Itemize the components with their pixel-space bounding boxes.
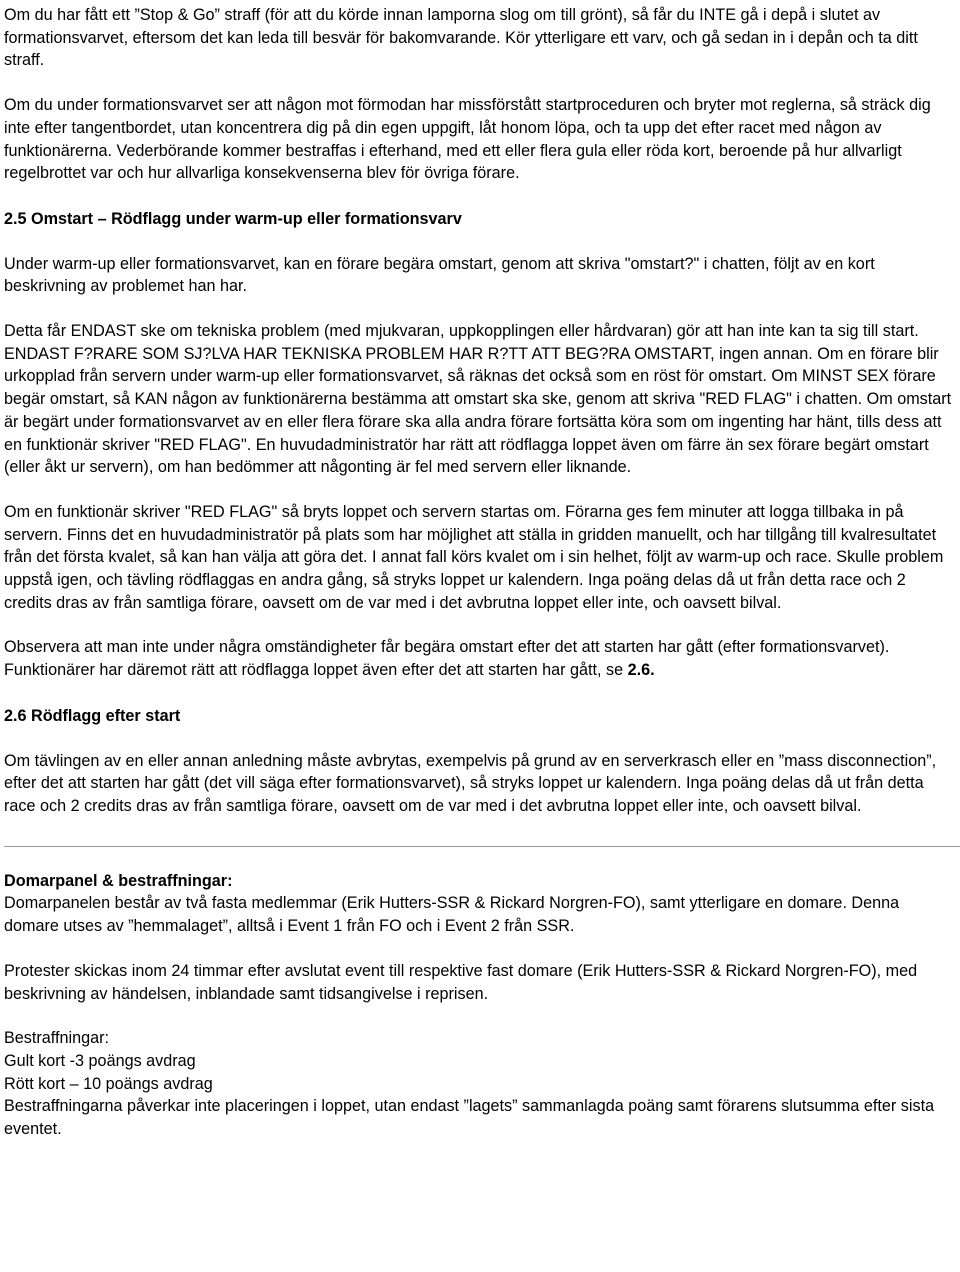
section-reference-2-6: 2.6. [627,661,655,680]
horizontal-divider [4,846,960,847]
paragraph-restart-request: Under warm-up eller formationsvarvet, kan en förare begära omstart, genom att skriva "omstart?" i chatten, följt av en kort beskrivning av problemet han har. [4,254,875,296]
section-heading-2-6: 2.6 Rödflagg efter start [4,706,181,725]
penalty-yellow-card: Gult kort -3 poängs avdrag [4,1051,196,1070]
paragraph-formation-lap: Om du under formationsvarvet ser att någon mot förmodan har missförstått startproceduren och bryter mot reglerna, så sträck dig inte efter tangentbordet, utan koncentrera dig på din egen uppgift, låt honom löpa, och ta upp det efter racet med någon av funktionärerna. Vederbörande kommer bestraffas i efterhand, med ett eller flera gula eller röda kort, beroende på hur allvarligt regelbrottet var och hur allvarliga konsekvenserna blev för övriga förare. [4,96,931,183]
penalties-title: Bestraffningar: [4,1029,109,1048]
paragraph-red-flag-after-start: Om tävlingen av en eller annan anledning måste avbrytas, exempelvis på grund av en serverkrasch eller en ”mass disconnection”, efter det att starten har gått (det vill säga efter formationsvarvet), så stryks loppet ur kalendern. Inga poäng delas då ut från detta race och 2 credits dras av från samtliga förare, oavsett om de var med i det avbrutna loppet eller inte, och oavsett bilval. [4,751,937,815]
paragraph-restart-after-start [4,636,956,681]
penalty-red-card: Rött kort – 10 poängs avdrag [4,1074,213,1093]
restart-after-start-text: Observera att man inte under några omständigheter får begära omstart efter det att starten har gått (efter formationsvarvet). Funktionärer har däremot rätt att rödflagga loppet även efter det att starten har gått, se [4,638,890,680]
paragraph-restart-conditions: Detta får ENDAST ske om tekniska problem (med mjukvaran, uppkopplingen eller hårdvaran) gör att han inte kan ta sig till start. ENDAST F?RARE SOM SJ?LVA HAR TEKNISKA PROBLEM HAR R?TT ATT BEG?RA OMSTART, ingen annan. Om en förare blir urkopplad från servern under warm-up eller formationsvarvet, så räknas det också som en röst för omstart. Om MINST SEX förare begär omstart, så KAN någon av funktionärerna bestämma att omstart ska ske, genom att skriva "RED FLAG" i chatten. Om omstart är begärt under formationsvarvet av en eller flera förare ska alla andra förare fortsätta köra som om ingenting har hänt, tills dess att en funktionär skriver "RED FLAG". En huvudadministratör har rätt att rödflagga loppet även om färre än sex förare begärt omstart (eller åkt ur servern), om han bedömmer att någonting är fel med servern eller liknande. [4,322,952,477]
document-page [4,4,956,1141]
heading-judge-panel: Domarpanel & bestraffningar: [4,871,233,890]
paragraph-protests: Protester skickas inom 24 timmar efter avslutat event till respektive fast domare (Erik Hutters-SSR & Rickard Norgren-FO), med beskrivning av händelsen, inblandade samt tidsangivelse i reprisen. [4,961,918,1003]
paragraph-stop-and-go: Om du har fått ett ”Stop & Go” straff (för att du körde innan lamporna slog om till grönt), så får du INTE gå i depå i slutet av formationsvarvet, eftersom det kan leda till besvär för bakomvarande. Kör ytterligare ett varv, och gå sedan in i depån och ta ditt straff. [4,6,918,70]
paragraph-judge-panel: Domarpanelen består av två fasta medlemmar (Erik Hutters-SSR & Rickard Norgren-FO), samt ytterligare en domare. Denna domare utses av ”hemmalaget”, alltså i Event 1 från FO och i Event 2 från SSR. [4,894,900,936]
penalties-note: Bestraffningarna påverkar inte placeringen i loppet, utan endast ”lagets” sammanlagda poäng samt förarens slutsumma efter sista eventet. [4,1097,935,1139]
section-heading-2-5: 2.5 Omstart – Rödflagg under warm-up eller formationsvarv [4,209,462,228]
paragraph-red-flag-procedure: Om en funktionär skriver "RED FLAG" så bryts loppet och servern startas om. Förarna ges fem minuter att logga tillbaka in på servern. Finns det en huvudadministratör på plats som har möjlighet att ställa in gridden manuellt, och har tillgång till kvalresultatet från det första kvalet, så kan han välja att göra det. I annat fall körs kvalet om i sin helhet, följt av warm-up och race. Skulle problem uppstå igen, och tävling rödflaggas en andra gång, så stryks loppet ur kalendern. Inga poäng delas då ut från detta race och 2 credits dras av från samtliga förare, oavsett om de var med i det avbrutna loppet eller inte, och oavsett bilval. [4,502,944,612]
